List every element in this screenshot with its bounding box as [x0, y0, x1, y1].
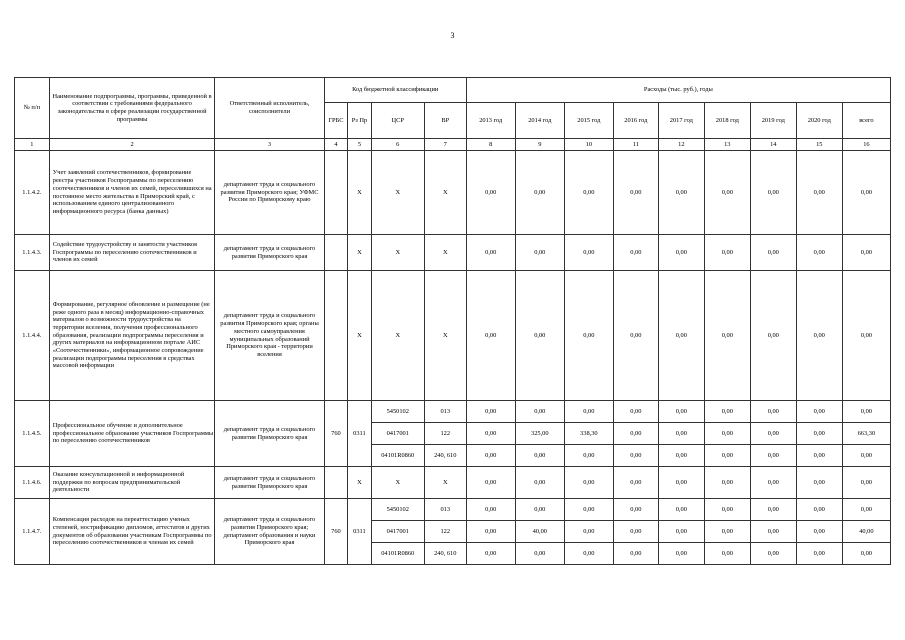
row-csr: X: [371, 235, 424, 271]
row-csr: X: [371, 271, 424, 401]
expense-value: 0,00: [704, 445, 750, 467]
expense-value: 0,00: [704, 543, 750, 565]
row-grbs: 760: [324, 401, 348, 467]
column-index: 6: [371, 139, 424, 151]
expense-value: 0,00: [704, 467, 750, 499]
column-index: 14: [750, 139, 796, 151]
row-vr: X: [424, 467, 466, 499]
expense-value: 0,00: [658, 423, 704, 445]
header-vr: ВР: [424, 103, 466, 139]
row-csr: X: [371, 151, 424, 235]
expense-value: 0,00: [704, 423, 750, 445]
header-year: 2013 год: [466, 103, 515, 139]
expense-value: 0,00: [613, 521, 658, 543]
header-csr: ЦСР: [371, 103, 424, 139]
expense-value: 663,30: [842, 423, 890, 445]
row-name: Учет заявлений соотечественников, формирование реестра участников Госпрограммы по переселению соотечественников и членов их семей, переселившихся на постоянное место жительства в Приморский край, с использованием единого централизованного информационного ресурса (банка данных): [49, 151, 215, 235]
expense-value: 0,00: [842, 151, 890, 235]
header-year: 2018 год: [704, 103, 750, 139]
column-index: 1: [15, 139, 50, 151]
expense-value: 0,00: [658, 543, 704, 565]
column-index: 3: [215, 139, 324, 151]
column-index: 16: [842, 139, 890, 151]
expense-value: 0,00: [564, 499, 613, 521]
expense-value: 40,00: [842, 521, 890, 543]
row-responsible: департамент труда и социального развития Приморского края; органы местного самоуправления муниципальных образований Приморского края - территории вселения: [215, 271, 324, 401]
expense-value: 0,00: [750, 499, 796, 521]
expense-value: 0,00: [564, 271, 613, 401]
expense-value: 0,00: [515, 235, 564, 271]
column-index: 10: [564, 139, 613, 151]
row-vr: 240, 610: [424, 445, 466, 467]
expense-value: 0,00: [796, 401, 842, 423]
column-index: 13: [704, 139, 750, 151]
expense-value: 0,00: [613, 467, 658, 499]
expense-value: 0,00: [466, 151, 515, 235]
row-responsible: департамент труда и социального развития Приморского края: [215, 401, 324, 467]
expense-value: 0,00: [515, 401, 564, 423]
expense-value: 0,00: [515, 271, 564, 401]
header-name: Наименование подпрограммы, программы, приведенной в соответствии с требованиями федерального законодательства в сфере реализации государственной программы: [49, 78, 215, 139]
expense-value: 40,00: [515, 521, 564, 543]
header-year: 2020 год: [796, 103, 842, 139]
expense-value: 0,00: [515, 543, 564, 565]
row-vr: X: [424, 235, 466, 271]
expense-value: 0,00: [564, 543, 613, 565]
header-year: 2019 год: [750, 103, 796, 139]
expense-value: 0,00: [515, 499, 564, 521]
expense-value: 0,00: [613, 423, 658, 445]
row-vr: 122: [424, 423, 466, 445]
row-number: 1.1.4.7.: [15, 499, 50, 565]
expense-value: 0,00: [466, 271, 515, 401]
header-budget-code: Код бюджетной классификации: [324, 78, 466, 103]
column-index: 5: [348, 139, 372, 151]
row-number: 1.1.4.6.: [15, 467, 50, 499]
expense-value: 0,00: [613, 445, 658, 467]
table-row: [15, 271, 891, 401]
header-year: 2014 год: [515, 103, 564, 139]
expense-value: 0,00: [613, 401, 658, 423]
table-row: [15, 151, 891, 235]
expense-value: 0,00: [613, 543, 658, 565]
expense-value: 0,00: [613, 271, 658, 401]
expense-value: 0,00: [842, 467, 890, 499]
table-row: [15, 467, 891, 499]
row-responsible: департамент труда и социального развития Приморского края: [215, 467, 324, 499]
expense-value: 0,00: [466, 445, 515, 467]
expense-value: 0,00: [796, 499, 842, 521]
row-rzpr: 0311: [348, 499, 372, 565]
row-rzpr: X: [348, 271, 372, 401]
expense-value: 0,00: [466, 543, 515, 565]
expense-value: 0,00: [750, 543, 796, 565]
expense-value: 0,00: [842, 401, 890, 423]
expense-value: 0,00: [658, 151, 704, 235]
header-no: № п/п: [15, 78, 50, 139]
row-vr: X: [424, 271, 466, 401]
column-index: 4: [324, 139, 348, 151]
expense-value: 0,00: [564, 151, 613, 235]
expense-value: 0,00: [796, 521, 842, 543]
row-csr: 0417001: [371, 423, 424, 445]
row-name: Компенсация расходов на переаттестацию ученых степеней, нострификацию дипломов, аттестатов и других документов об образовании участникам Госпрограммы по переселению соотечественников и членам их семей: [49, 499, 215, 565]
expense-value: 0,00: [704, 401, 750, 423]
expense-value: 0,00: [466, 499, 515, 521]
expense-value: 0,00: [466, 423, 515, 445]
column-index: 12: [658, 139, 704, 151]
expense-value: 0,00: [842, 271, 890, 401]
row-csr: X: [371, 467, 424, 499]
row-responsible: департамент труда и социального развития Приморского края: [215, 235, 324, 271]
expense-value: 0,00: [564, 467, 613, 499]
column-index-row: [15, 139, 891, 151]
expense-value: 0,00: [466, 521, 515, 543]
expense-value: 325,00: [515, 423, 564, 445]
expense-value: 0,00: [750, 423, 796, 445]
row-name: Оказание консультационной и информационной поддержки по вопросам предпринимательской деятельности: [49, 467, 215, 499]
expense-value: 0,00: [842, 543, 890, 565]
table-row: [15, 401, 891, 423]
expense-value: 0,00: [658, 445, 704, 467]
column-index: 11: [613, 139, 658, 151]
expense-value: 0,00: [658, 499, 704, 521]
expense-value: 0,00: [750, 467, 796, 499]
expense-value: 0,00: [704, 499, 750, 521]
header-year: 2015 год: [564, 103, 613, 139]
row-number: 1.1.4.4.: [15, 271, 50, 401]
expense-value: 0,00: [658, 235, 704, 271]
column-index: 9: [515, 139, 564, 151]
column-index: 2: [49, 139, 215, 151]
header-year: 2017 год: [658, 103, 704, 139]
row-name: Формирование, регулярное обновление и размещение (не реже одного раза в месяц) информационно-справочных материалов о возможности трудоустройства на территории вселения, получения профессионального образования, реализации подпрограммы переселения и других материалов на информационном портале АИС «Соотечественники», информационное сопровождение реализации подпрограммы переселения в средствах массовой информации: [49, 271, 215, 401]
row-name: Содействие трудоустройству и занятости участников Госпрограммы по переселению соотечественников и членов их семей: [49, 235, 215, 271]
header-grbs: ГРБС: [324, 103, 348, 139]
header-total: всего: [842, 103, 890, 139]
row-number: 1.1.4.3.: [15, 235, 50, 271]
column-index: 7: [424, 139, 466, 151]
expense-value: 0,00: [842, 499, 890, 521]
row-name: Профессиональное обучение и дополнительное профессиональное образование участников Госпрограммы по переселению соотечественников: [49, 401, 215, 467]
expense-value: 0,00: [564, 521, 613, 543]
row-responsible: департамент труда и социального развития Приморского края; УФМС России по Приморскому краю: [215, 151, 324, 235]
row-csr: 04101R0860: [371, 543, 424, 565]
table-row: [15, 499, 891, 521]
row-grbs: 760: [324, 499, 348, 565]
row-grbs: [324, 467, 348, 499]
expense-value: 0,00: [658, 401, 704, 423]
row-grbs: [324, 235, 348, 271]
table-body: [15, 151, 891, 565]
row-csr: 5450102: [371, 401, 424, 423]
column-index: 15: [796, 139, 842, 151]
row-rzpr: X: [348, 467, 372, 499]
row-csr: 04101R0860: [371, 445, 424, 467]
header-expenses: Расходы (тыс. руб.), годы: [466, 78, 890, 103]
expense-value: 0,00: [796, 271, 842, 401]
expense-value: 0,00: [564, 401, 613, 423]
expense-value: 0,00: [796, 445, 842, 467]
expense-value: 0,00: [704, 151, 750, 235]
expense-value: 0,00: [842, 445, 890, 467]
row-number: 1.1.4.2.: [15, 151, 50, 235]
expense-value: 0,00: [842, 235, 890, 271]
row-csr: 5450102: [371, 499, 424, 521]
expense-value: 0,00: [750, 521, 796, 543]
expense-value: 0,00: [613, 499, 658, 521]
column-index: 8: [466, 139, 515, 151]
expense-value: 0,00: [796, 467, 842, 499]
row-vr: 122: [424, 521, 466, 543]
expense-value: 0,00: [704, 521, 750, 543]
expense-value: 0,00: [613, 151, 658, 235]
row-responsible: департамент труда и социального развития Приморского края; департамент образования и науки Приморского края: [215, 499, 324, 565]
expense-value: 0,00: [658, 467, 704, 499]
row-grbs: [324, 271, 348, 401]
row-rzpr: X: [348, 151, 372, 235]
expense-value: 0,00: [515, 445, 564, 467]
expense-value: 0,00: [796, 543, 842, 565]
expense-value: 0,00: [466, 467, 515, 499]
expense-value: 0,00: [466, 401, 515, 423]
expense-value: 0,00: [658, 271, 704, 401]
expense-value: 0,00: [515, 467, 564, 499]
expense-value: 0,00: [750, 235, 796, 271]
row-vr: 013: [424, 401, 466, 423]
row-rzpr: 0311: [348, 401, 372, 467]
expense-value: 0,00: [750, 271, 796, 401]
header-responsible: Ответственный исполнитель, соисполнители: [215, 78, 324, 139]
expense-value: 0,00: [750, 151, 796, 235]
row-vr: 013: [424, 499, 466, 521]
expense-value: 0,00: [796, 151, 842, 235]
table-row: [15, 235, 891, 271]
expense-value: 0,00: [658, 521, 704, 543]
row-csr: 0417001: [371, 521, 424, 543]
page-number: 3: [450, 31, 455, 40]
row-number: 1.1.4.5.: [15, 401, 50, 467]
expense-value: 0,00: [613, 235, 658, 271]
expense-value: 0,00: [564, 235, 613, 271]
expense-value: 0,00: [704, 235, 750, 271]
expense-value: 0,00: [704, 271, 750, 401]
expense-value: 0,00: [515, 151, 564, 235]
expense-value: 0,00: [750, 445, 796, 467]
row-vr: 240, 610: [424, 543, 466, 565]
header-rzpr: Рз Пр: [348, 103, 372, 139]
expense-value: 0,00: [466, 235, 515, 271]
row-vr: X: [424, 151, 466, 235]
row-rzpr: X: [348, 235, 372, 271]
expense-value: 0,00: [564, 445, 613, 467]
expense-value: 338,30: [564, 423, 613, 445]
expense-value: 0,00: [796, 423, 842, 445]
expense-value: 0,00: [796, 235, 842, 271]
header-year: 2016 год: [613, 103, 658, 139]
budget-table: [14, 77, 891, 565]
row-grbs: [324, 151, 348, 235]
expense-value: 0,00: [750, 401, 796, 423]
